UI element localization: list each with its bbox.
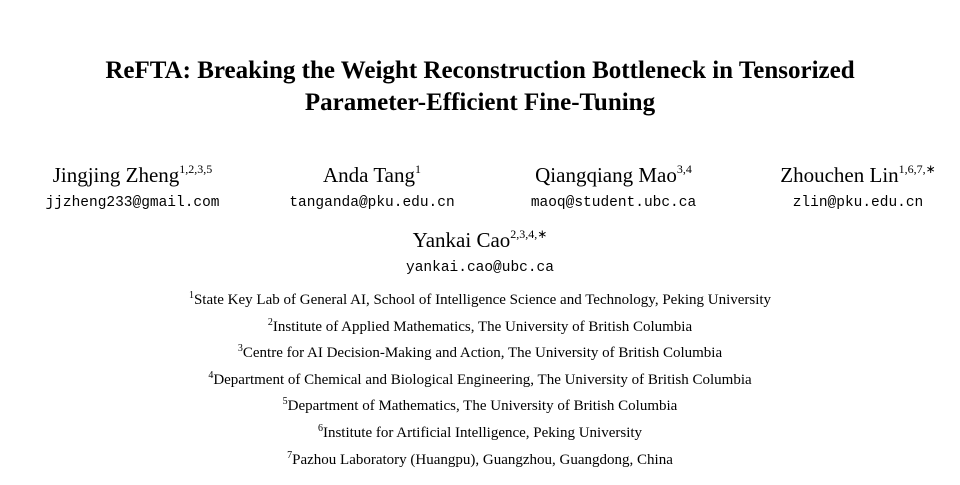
author-name xyxy=(380,227,580,253)
affiliation-5 xyxy=(0,393,960,420)
affiliation-6 xyxy=(0,420,960,447)
affiliation-number: 1 xyxy=(188,290,194,301)
author-email[interactable]: tanganda@pku.edu.cn xyxy=(289,195,455,211)
affiliation-text: Institute for Artificial Intelligence, Peking University xyxy=(322,424,643,441)
author-name-text: Qiangqiang Mao xyxy=(535,163,677,187)
author-name-text: Yankai Cao xyxy=(412,228,511,252)
affiliation-number: 3 xyxy=(237,343,243,355)
author-affiliation-marks: 1 xyxy=(415,162,422,176)
affiliation-text: Pazhou Laboratory (Huangpu), Guangzhou, Guangdong, China xyxy=(292,451,673,468)
affiliation-text: State Key Lab of General AI, School of Intelligence Science and Technology, Peking University xyxy=(193,292,772,308)
affiliation-number: 7 xyxy=(287,449,293,461)
affiliation-text: Institute of Applied Mathematics, The University of British Columbia xyxy=(272,318,693,335)
affiliation-1 xyxy=(0,287,960,314)
affiliations-list xyxy=(0,287,960,473)
author-email[interactable]: jjzheng233@gmail.com xyxy=(45,195,220,211)
affiliation-text: Department of Mathematics, The University of British Columbia xyxy=(287,398,678,415)
author-name xyxy=(272,162,472,188)
affiliation-3 xyxy=(0,340,960,367)
affiliation-2 xyxy=(0,314,960,341)
author-block-anda-tang xyxy=(272,162,472,212)
author-block-jingjing-zheng xyxy=(25,162,240,212)
affiliation-7 xyxy=(0,447,960,474)
author-email[interactable]: yankai.cao@ubc.ca xyxy=(406,260,554,276)
affiliation-text: Centre for AI Decision-Making and Action, The University of British Columbia xyxy=(242,345,723,362)
author-email[interactable]: zlin@pku.edu.cn xyxy=(792,195,924,211)
affiliation-text: Department of Chemical and Biological Engineering, The University of British Columbia xyxy=(213,371,752,388)
author-affiliation-marks: 1,2,3,5 xyxy=(179,162,213,176)
author-name-text: Jingjing Zheng xyxy=(52,163,180,187)
author-name-text: Anda Tang xyxy=(322,163,416,187)
affiliation-4 xyxy=(0,367,960,394)
paper-title-line-2: Parameter-Efficient Fine-Tuning xyxy=(304,89,656,116)
author-block-yankai-cao xyxy=(380,227,580,277)
paper-title-line-1: ReFTA: Breaking the Weight Reconstruction Bottleneck in Tensorized xyxy=(105,57,855,84)
author-affiliation-marks: 1,6,7,∗ xyxy=(898,162,936,176)
author-name xyxy=(25,162,240,188)
author-affiliation-marks: 3,4 xyxy=(676,162,692,176)
paper-title xyxy=(0,55,960,119)
author-name xyxy=(753,162,960,188)
affiliation-number: 5 xyxy=(282,396,288,408)
author-name xyxy=(511,162,716,188)
author-affiliation-marks: 2,3,4,∗ xyxy=(510,227,548,241)
affiliation-number: 2 xyxy=(267,316,273,328)
author-block-qiangqiang-mao xyxy=(511,162,716,212)
affiliation-number: 6 xyxy=(317,422,323,434)
author-email[interactable]: maoq@student.ubc.ca xyxy=(530,195,697,211)
author-name-text: Zhouchen Lin xyxy=(780,163,899,187)
author-block-zhouchen-lin xyxy=(753,162,960,212)
affiliation-number: 4 xyxy=(208,369,214,381)
